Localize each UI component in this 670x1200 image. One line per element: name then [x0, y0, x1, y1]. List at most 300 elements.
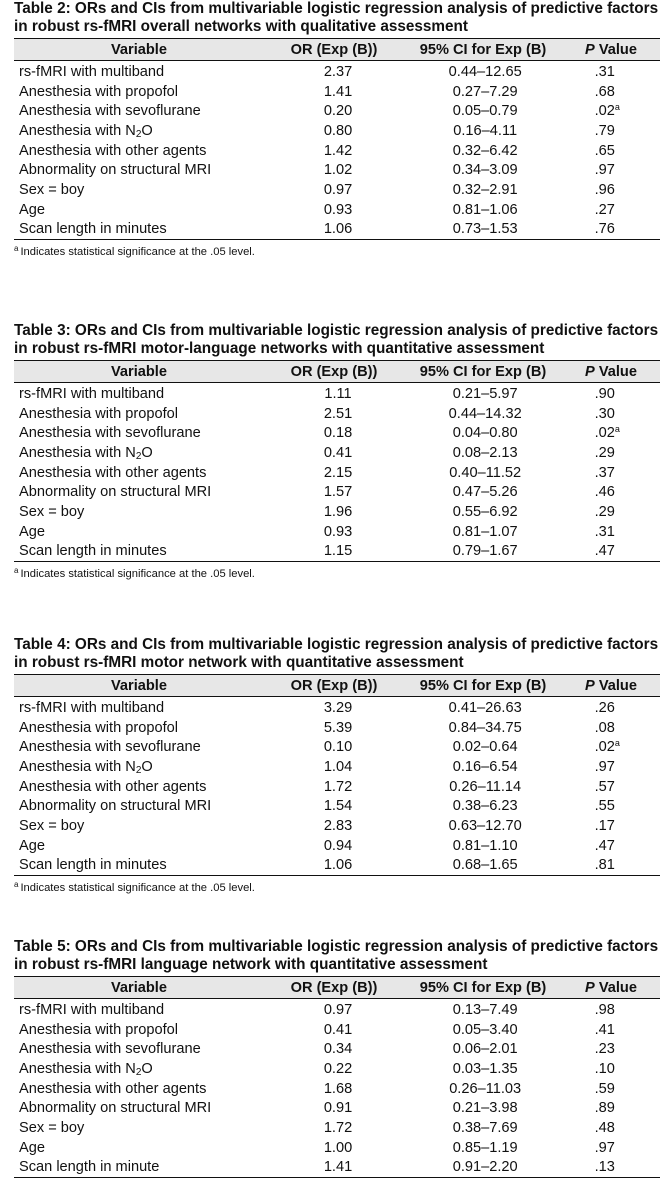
cell-variable: [14, 1061, 269, 1077]
header-ci: 95% CI for Exp (B): [419, 41, 547, 58]
subscript: 2: [135, 1066, 142, 1078]
cell-or: 1.11: [324, 385, 352, 402]
variable-text: Anesthesia with other agents: [19, 1080, 207, 1097]
p-value-wrap: [595, 182, 629, 198]
cell-p-value: [563, 103, 660, 119]
cell-variable: [14, 524, 269, 540]
cell-p-value: [563, 143, 660, 159]
p-value-wrap: [595, 759, 629, 775]
cell-ci: 0.44–14.32: [448, 405, 522, 422]
p-value-text: .27: [594, 201, 615, 218]
cell-p-value: [563, 123, 660, 139]
cell-p-value: [563, 1061, 660, 1077]
header-p-italic: P: [585, 41, 595, 58]
table-title-line: in robust rs-fMRI overall networks with qualitative assessment: [14, 18, 468, 35]
cell-or: 0.97: [323, 1001, 353, 1018]
footnote-marker: a: [14, 880, 19, 890]
p-value-wrap: [595, 1120, 629, 1136]
p-value-wrap: [595, 162, 629, 178]
cell-or: 1.72: [323, 778, 353, 795]
header-or: OR (Exp (B)): [290, 677, 378, 694]
p-value-wrap: [595, 504, 629, 520]
subscript: 2: [135, 764, 142, 776]
header-variable: Variable: [111, 979, 167, 996]
header-p-value: [562, 678, 660, 694]
cell-p-value: [563, 84, 660, 100]
p-value-text: .81: [594, 857, 615, 874]
cell-or: 1.72: [323, 1119, 353, 1136]
table-row: [14, 463, 660, 483]
cell-p-value: [563, 720, 660, 736]
table-title-line: in robust rs-fMRI language network with quantitative assessment: [14, 956, 488, 973]
table-row: [14, 384, 660, 404]
cell-ci: 0.79–1.67: [452, 543, 518, 560]
table-title: [14, 322, 660, 358]
table-block: [14, 0, 660, 258]
cell-variable: [14, 484, 269, 500]
p-value-text: .29: [594, 444, 615, 461]
cell-or: 0.34: [323, 1041, 353, 1058]
variable-text: Anesthesia with N: [19, 444, 136, 461]
variable-text: Anesthesia with sevoflurane: [19, 1041, 201, 1058]
cell-ci: 0.38–6.23: [452, 798, 518, 815]
table-row: [14, 220, 660, 240]
header-or: OR (Exp (B)): [290, 979, 378, 996]
cell-or: 1.06: [323, 857, 353, 874]
p-value-text: .96: [594, 181, 615, 198]
variable-text: Anesthesia with propofol: [19, 405, 179, 422]
table-row: [14, 816, 660, 836]
cell-variable: [14, 857, 269, 873]
cell-variable: [14, 221, 269, 237]
variable-text: Scan length in minutes: [19, 221, 167, 238]
p-value-wrap: [595, 1159, 629, 1175]
cell-p-value: [563, 1140, 660, 1156]
p-value-text: .48: [594, 1119, 615, 1136]
variable-text: Anesthesia with N: [19, 1060, 136, 1077]
cell-variable: [14, 1041, 269, 1057]
cell-p-value: [563, 1002, 660, 1018]
header-or: OR (Exp (B)): [290, 41, 378, 58]
p-value-text: .02: [594, 739, 615, 756]
table-row: [14, 101, 660, 121]
cell-ci: 0.81–1.07: [452, 523, 518, 540]
table-block: [14, 322, 660, 580]
cell-variable: [14, 838, 269, 854]
cell-or: 2.51: [323, 405, 353, 422]
significance-marker: a: [614, 424, 620, 435]
cell-ci: 0.32–2.91: [452, 181, 518, 198]
cell-or: 1.41: [323, 83, 353, 100]
p-value-wrap: [595, 857, 629, 873]
p-value-text: .55: [594, 798, 615, 815]
cell-p-value: [563, 857, 660, 873]
p-value-wrap: [595, 838, 629, 854]
cell-variable: [14, 1002, 269, 1018]
p-value-wrap: [595, 202, 629, 218]
cell-variable: [14, 1022, 269, 1038]
header-p-rest: Value: [594, 41, 637, 58]
table-row: [14, 1079, 660, 1099]
p-value-text: .97: [594, 162, 615, 179]
significance-marker: a: [614, 738, 620, 749]
cell-ci: 0.55–6.92: [452, 503, 518, 520]
table-row: [14, 698, 660, 718]
cell-variable: [14, 465, 269, 481]
cell-ci: 0.32–6.42: [452, 142, 518, 159]
p-value-text: .02: [594, 103, 615, 120]
cell-variable: [14, 425, 269, 441]
cell-p-value: [563, 465, 660, 481]
cell-ci: 0.04–0.80: [452, 425, 518, 442]
variable-text: Abnormality on structural MRI: [19, 798, 212, 815]
table-row: [14, 141, 660, 161]
p-value-wrap: [595, 123, 629, 139]
cell-ci: 0.06–2.01: [452, 1041, 518, 1058]
p-value-wrap: [595, 700, 629, 716]
header-p-italic: P: [585, 979, 595, 996]
cell-or: 3.29: [323, 699, 353, 716]
variable-text: Sex = boy: [19, 1119, 85, 1136]
cell-p-value: [563, 838, 660, 854]
p-value-text: .46: [594, 484, 615, 501]
table-row: [14, 737, 660, 757]
table-title-line: in robust rs-fMRI motor network with quantitative assessment: [14, 654, 464, 671]
subscript: 2: [135, 450, 142, 462]
cell-p-value: [563, 1041, 660, 1057]
cell-variable: [14, 202, 269, 218]
table-row: [14, 1000, 660, 1020]
cell-or: 0.80: [323, 122, 353, 139]
cell-p-value: [563, 202, 660, 218]
cell-ci: 0.26–11.14: [449, 778, 522, 795]
variable-text: Anesthesia with propofol: [19, 1021, 179, 1038]
variable-text: Anesthesia with N: [19, 122, 136, 139]
table-block: [14, 938, 660, 1178]
cell-or: 1.54: [323, 798, 353, 815]
table-row: [14, 1039, 660, 1059]
cell-p-value: [563, 425, 660, 441]
p-value-wrap: [595, 1061, 629, 1077]
footnote-marker: a: [14, 244, 19, 254]
p-value-text: .02: [594, 425, 615, 442]
p-value-text: .23: [594, 1041, 615, 1058]
table-title-line: Table 2: ORs and CIs from multivariable logistic regression analysis of predictive factors: [14, 0, 659, 17]
cell-variable: [14, 543, 269, 559]
header-ci: 95% CI for Exp (B): [419, 979, 547, 996]
cell-or: 1.04: [323, 758, 353, 775]
footnote-text: Indicates statistical significance at the .05 level.: [20, 882, 255, 895]
p-value-wrap: [595, 386, 629, 402]
cell-ci: 0.16–6.54: [452, 758, 518, 775]
p-value-text: .10: [594, 1060, 615, 1077]
footnote-text: Indicates statistical significance at the .05 level.: [20, 568, 255, 581]
cell-or: 1.15: [323, 543, 353, 560]
subscript: 2: [135, 128, 142, 140]
p-value-wrap: [595, 524, 629, 540]
table-row: [14, 1098, 660, 1118]
p-value-wrap: [595, 406, 629, 422]
cell-or: 0.22: [323, 1060, 353, 1077]
p-value-wrap: [595, 1140, 629, 1156]
cell-ci: 0.40–11.52: [449, 464, 522, 481]
cell-ci: 0.08–2.13: [452, 444, 518, 461]
cell-or: 0.91: [323, 1100, 353, 1117]
cell-variable: [14, 406, 269, 422]
table-header-row: [14, 360, 660, 383]
variable-text: rs-fMRI with multiband: [19, 699, 165, 716]
p-value-wrap: [595, 1041, 629, 1057]
p-value-text: .29: [594, 503, 615, 520]
header-p-value: [562, 42, 660, 58]
header-variable: Variable: [111, 363, 167, 380]
cell-ci: 0.84–34.75: [448, 719, 522, 736]
cell-variable: [14, 162, 269, 178]
cell-ci: 0.63–12.70: [448, 817, 522, 834]
variable-text: Age: [19, 523, 45, 540]
variable-text: Age: [19, 201, 45, 218]
variable-suffix: O: [141, 122, 153, 139]
variable-text: Anesthesia with sevoflurane: [19, 103, 201, 120]
p-value-text: .59: [594, 1080, 615, 1097]
cell-variable: [14, 1120, 269, 1136]
cell-or: 1.57: [323, 484, 353, 501]
cell-ci: 0.73–1.53: [452, 221, 518, 238]
table-row: [14, 1118, 660, 1138]
cell-ci: 0.81–1.10: [452, 837, 518, 854]
cell-p-value: [563, 1120, 660, 1136]
variable-text: Age: [19, 1139, 45, 1156]
header-or: OR (Exp (B)): [290, 363, 378, 380]
table-row: [14, 423, 660, 443]
cell-p-value: [563, 818, 660, 834]
p-value-wrap: [595, 425, 629, 441]
p-value-text: .65: [594, 142, 615, 159]
cell-variable: [14, 759, 269, 775]
p-value-text: .57: [594, 778, 615, 795]
cell-p-value: [563, 524, 660, 540]
cell-variable: [14, 720, 269, 736]
cell-or: 0.20: [323, 103, 353, 120]
cell-ci: 0.81–1.06: [452, 201, 518, 218]
table-row: [14, 62, 660, 82]
variable-text: Abnormality on structural MRI: [19, 1100, 212, 1117]
p-value-wrap: [595, 798, 629, 814]
p-value-text: .68: [594, 83, 615, 100]
cell-variable: [14, 1100, 269, 1116]
header-ci: 95% CI for Exp (B): [419, 677, 547, 694]
cell-variable: [14, 798, 269, 814]
cell-ci: 0.21–3.98: [452, 1100, 518, 1117]
cell-p-value: [563, 182, 660, 198]
p-value-text: .41: [594, 1021, 615, 1038]
cell-or: 1.42: [323, 142, 353, 159]
cell-or: 0.41: [323, 1021, 353, 1038]
cell-or: 5.39: [323, 719, 353, 736]
cell-p-value: [563, 543, 660, 559]
table-row: [14, 180, 660, 200]
cell-variable: [14, 64, 269, 80]
header-p-value: [562, 364, 660, 380]
cell-variable: [14, 182, 269, 198]
cell-variable: [14, 123, 269, 139]
cell-or: 1.06: [323, 221, 353, 238]
cell-or: 0.94: [323, 837, 353, 854]
p-value-wrap: [595, 143, 629, 159]
variable-suffix: O: [141, 758, 153, 775]
table-title: [14, 938, 660, 974]
header-p-italic: P: [585, 363, 595, 380]
variable-text: Scan length in minutes: [19, 857, 167, 874]
variable-text: rs-fMRI with multiband: [19, 385, 165, 402]
cell-or: 2.37: [323, 63, 353, 80]
cell-or: 2.83: [323, 817, 353, 834]
table-body: [14, 999, 660, 1178]
p-value-wrap: [595, 484, 629, 500]
table-row: [14, 443, 660, 463]
p-value-wrap: [595, 465, 629, 481]
cell-p-value: [563, 64, 660, 80]
cell-ci: 0.68–1.65: [452, 857, 518, 874]
table-title-line: Table 3: ORs and CIs from multivariable logistic regression analysis of predictive factors: [14, 322, 659, 339]
cell-ci: 0.03–1.35: [452, 1060, 518, 1077]
p-value-text: .08: [594, 719, 615, 736]
cell-p-value: [563, 445, 660, 461]
header-p-rest: Value: [594, 677, 637, 694]
variable-text: Anesthesia with sevoflurane: [19, 425, 201, 442]
significance-marker: a: [614, 102, 620, 113]
variable-text: Abnormality on structural MRI: [19, 162, 212, 179]
header-ci: 95% CI for Exp (B): [419, 363, 547, 380]
cell-p-value: [563, 1100, 660, 1116]
table-row: [14, 502, 660, 522]
cell-p-value: [563, 1022, 660, 1038]
header-p-value: [562, 980, 660, 996]
p-value-text: .37: [594, 464, 615, 481]
cell-or: 1.96: [323, 503, 353, 520]
cell-variable: [14, 1140, 269, 1156]
table-row: [14, 836, 660, 856]
table-row: [14, 1138, 660, 1158]
cell-p-value: [563, 739, 660, 755]
table-title-line: in robust rs-fMRI motor-language networks with quantitative assessment: [14, 340, 545, 357]
table-title: [14, 636, 660, 672]
p-value-wrap: [595, 64, 629, 80]
table-row: [14, 1158, 660, 1178]
footnote-marker: a: [14, 566, 19, 576]
p-value-text: .13: [594, 1159, 615, 1176]
table-row: [14, 1059, 660, 1079]
cell-ci: 0.21–5.97: [452, 385, 518, 402]
cell-or: 0.41: [323, 444, 353, 461]
cell-variable: [14, 504, 269, 520]
variable-text: Anesthesia with propofol: [19, 83, 179, 100]
cell-or: 0.93: [323, 201, 353, 218]
variable-text: Sex = boy: [19, 817, 85, 834]
variable-text: Anesthesia with N: [19, 758, 136, 775]
header-variable: Variable: [111, 677, 167, 694]
table-body: [14, 383, 660, 562]
p-value-wrap: [595, 445, 629, 461]
variable-text: Scan length in minute: [19, 1159, 160, 1176]
cell-p-value: [563, 484, 660, 500]
cell-variable: [14, 143, 269, 159]
variable-text: Sex = boy: [19, 181, 85, 198]
cell-ci: 0.16–4.11: [453, 122, 518, 139]
cell-or: 2.15: [323, 464, 353, 481]
cell-p-value: [563, 504, 660, 520]
p-value-wrap: [595, 739, 629, 755]
cell-p-value: [563, 406, 660, 422]
table-header-row: [14, 976, 660, 999]
cell-or: 1.41: [323, 1159, 353, 1176]
cell-ci: 0.05–0.79: [452, 103, 518, 120]
table-row: [14, 200, 660, 220]
header-p-rest: Value: [594, 979, 637, 996]
p-value-text: .17: [594, 817, 615, 834]
footnote-text: Indicates statistical significance at the .05 level.: [20, 246, 255, 259]
cell-or: 1.02: [323, 162, 353, 179]
table-row: [14, 404, 660, 424]
p-value-text: .98: [594, 1001, 615, 1018]
table-row: [14, 796, 660, 816]
table-row: [14, 121, 660, 141]
cell-variable: [14, 1081, 269, 1097]
header-variable: Variable: [111, 41, 167, 58]
table-row: [14, 718, 660, 738]
cell-ci: 0.85–1.19: [452, 1139, 518, 1156]
cell-p-value: [563, 221, 660, 237]
table-row: [14, 482, 660, 502]
variable-suffix: O: [141, 444, 153, 461]
p-value-wrap: [595, 779, 629, 795]
p-value-text: .97: [594, 758, 615, 775]
p-value-text: .31: [594, 63, 615, 80]
cell-or: 0.97: [323, 181, 353, 198]
table-block: [14, 636, 660, 894]
p-value-text: .79: [594, 122, 615, 139]
table-row: [14, 1020, 660, 1040]
p-value-text: .30: [594, 405, 615, 422]
table-row: [14, 757, 660, 777]
variable-text: Anesthesia with other agents: [19, 778, 207, 795]
p-value-text: .47: [594, 837, 615, 854]
p-value-text: .76: [594, 221, 615, 238]
cell-p-value: [563, 779, 660, 795]
cell-or: 0.10: [323, 739, 353, 756]
cell-ci: 0.02–0.64: [452, 739, 518, 756]
p-value-wrap: [595, 543, 629, 559]
p-value-text: .89: [594, 1100, 615, 1117]
cell-p-value: [563, 1081, 660, 1097]
p-value-wrap: [595, 1022, 629, 1038]
cell-or: 1.68: [323, 1080, 353, 1097]
table-footnote: [14, 882, 660, 894]
header-p-italic: P: [585, 677, 595, 694]
p-value-text: .97: [594, 1139, 615, 1156]
variable-text: Age: [19, 837, 45, 854]
variable-suffix: O: [141, 1060, 153, 1077]
cell-p-value: [563, 1159, 660, 1175]
cell-p-value: [563, 798, 660, 814]
variable-text: Anesthesia with sevoflurane: [19, 739, 201, 756]
cell-ci: 0.91–2.20: [452, 1159, 518, 1176]
table-row: [14, 542, 660, 562]
variable-text: Anesthesia with other agents: [19, 142, 207, 159]
p-value-text: .26: [594, 699, 615, 716]
cell-ci: 0.47–5.26: [452, 484, 518, 501]
cell-p-value: [563, 162, 660, 178]
